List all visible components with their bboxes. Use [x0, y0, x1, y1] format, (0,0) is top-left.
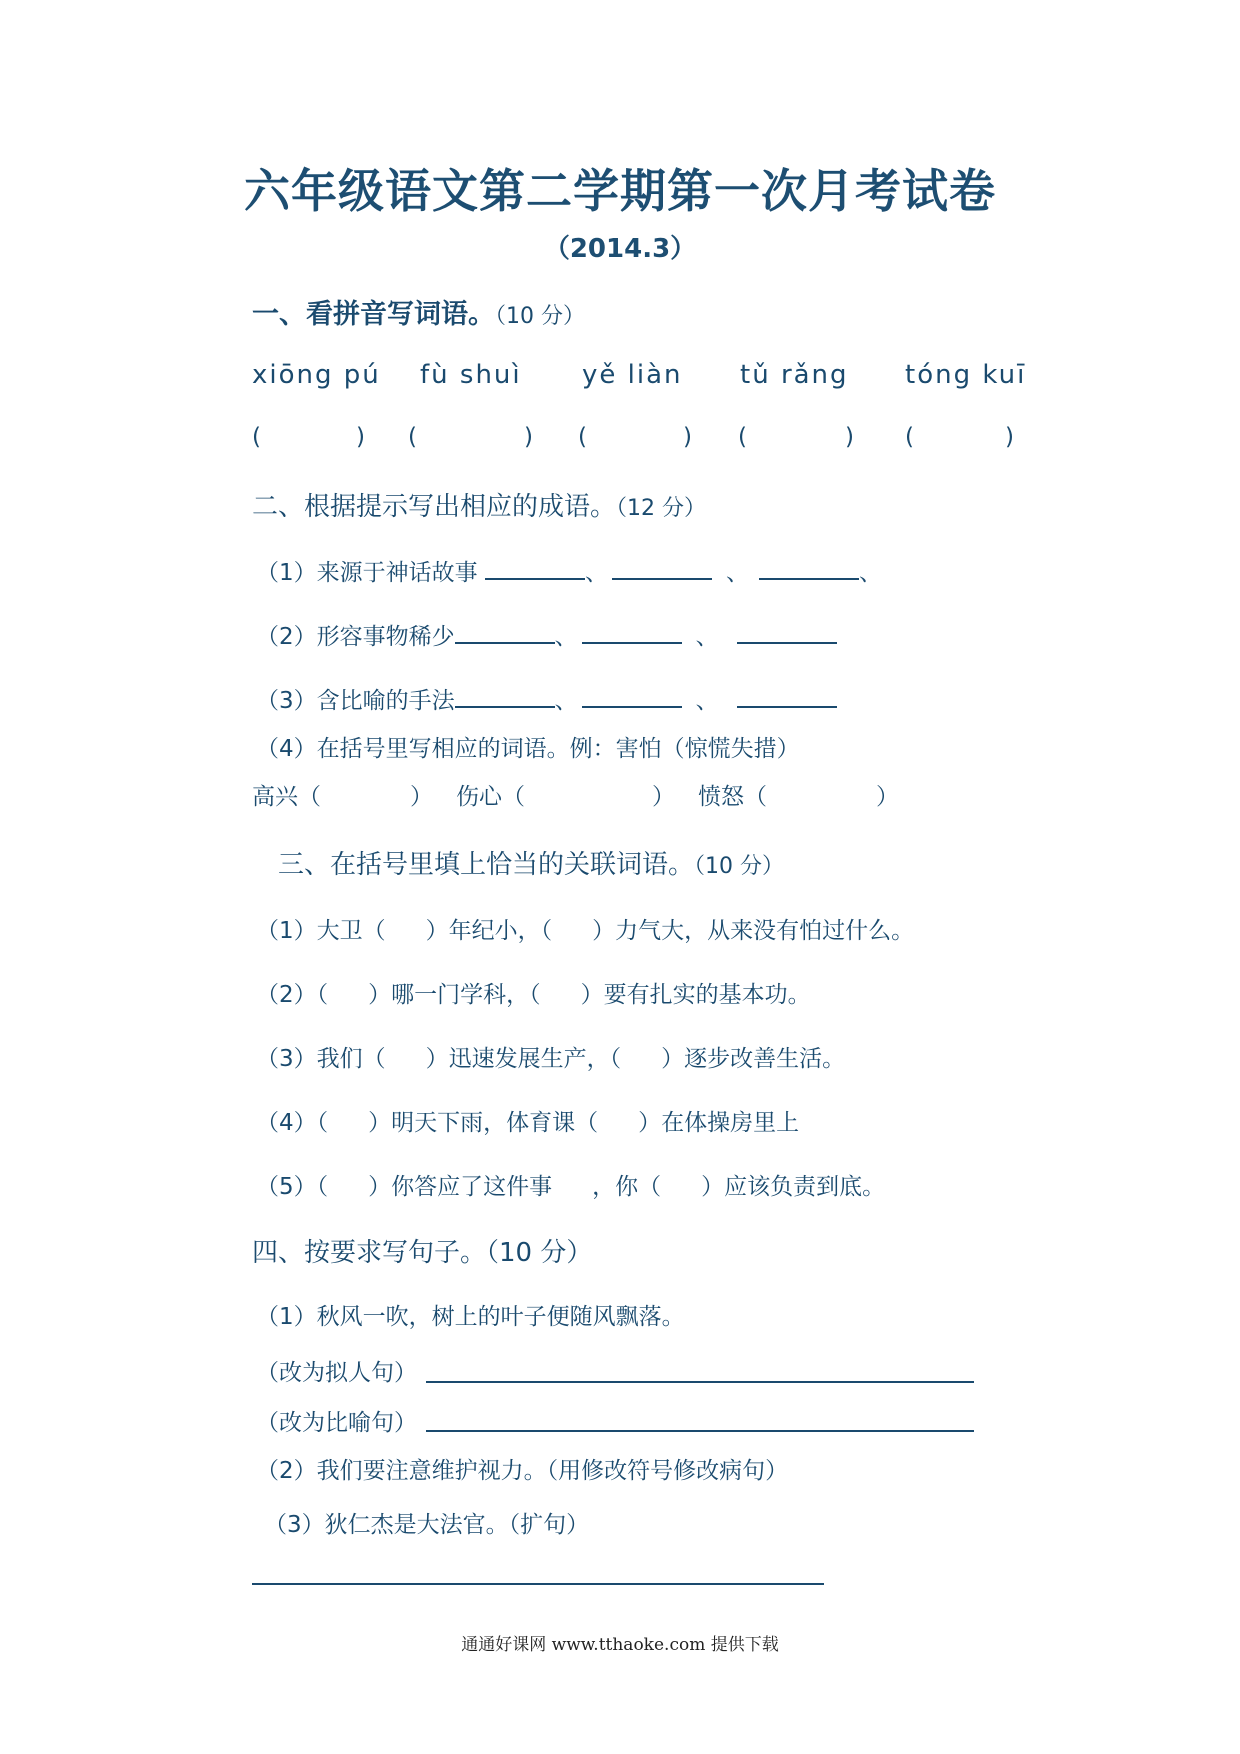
- s4-q1-label-simile: （改为比喻句）: [256, 1410, 417, 1436]
- answer-box-5-close: ): [1005, 424, 1014, 450]
- s4-q1-answer-line-2[interactable]: [426, 1430, 974, 1432]
- s4-q1-label-personification: （改为拟人句）: [256, 1360, 417, 1386]
- answer-box-4-close: ): [845, 424, 854, 450]
- s2-q4-word-1-close[interactable]: ）: [410, 784, 433, 810]
- section-3-heading: [278, 844, 784, 881]
- s3-q3-part-c: ）逐步改善生活。: [661, 1046, 846, 1072]
- s2-q4-word-3: 愤怒（: [698, 784, 767, 810]
- word-shangxin: 伤心: [456, 784, 502, 810]
- section-2-title: 二、根据提示写出相应的成语。: [252, 492, 617, 522]
- s3-q1-part-a: （1）大卫（: [256, 918, 386, 944]
- s4-question-2: （2）我们要注意维护视力。（用修改符号修改病句）: [256, 1458, 789, 1484]
- s2-question-4: （4）在括号里写相应的词语。例：害怕（惊慌失措）: [256, 736, 800, 762]
- s2-question-3: （3）含比喻的手法 、 、: [256, 682, 837, 715]
- word-gaoxing: 高兴: [252, 784, 298, 810]
- s3-question-1: [256, 912, 914, 945]
- answer-box-1[interactable]: (: [252, 424, 261, 450]
- answer-box-4[interactable]: (: [738, 424, 747, 450]
- page-title: 六年级语文第二学期第一次月考试卷: [244, 164, 996, 218]
- s2-q1-blank-1[interactable]: [485, 556, 585, 580]
- pinyin-3: yě liàn: [582, 360, 683, 390]
- word-fennu: 愤怒: [698, 784, 744, 810]
- s2-q2-text: （2）形容事物稀少: [256, 624, 455, 650]
- s3-q5-part-c: ，你（: [592, 1174, 662, 1200]
- answer-box-2-close: ): [524, 424, 533, 450]
- answer-box-1-close: ): [356, 424, 365, 450]
- s2-question-1: （1）来源于神话故事 、 、 、: [256, 554, 882, 587]
- section-3-title: 三、在括号里填上恰当的关联词语。: [278, 850, 695, 880]
- s2-q4-word-2: 伤心（: [456, 784, 525, 810]
- s2-q2-blank-2[interactable]: [582, 620, 682, 644]
- s2-q3-blank-2[interactable]: [582, 684, 682, 708]
- s3-question-2: [256, 976, 811, 1009]
- s4-question-1: （1）秋风一吹，树上的叶子便随风飘落。: [256, 1304, 685, 1330]
- s3-q5-part-d: ）应该负责到底。: [701, 1174, 886, 1200]
- s3-question-5: [256, 1168, 885, 1201]
- s3-q3-part-b: ）迅速发展生产，（: [425, 1046, 622, 1072]
- s2-question-2: （2）形容事物稀少 、 、: [256, 618, 837, 651]
- section-2-points: （12 分）: [616, 496, 707, 521]
- s3-q4-part-b: ）明天下雨，体育课（: [368, 1110, 599, 1136]
- s2-q3-blank-1[interactable]: [455, 684, 555, 708]
- s3-q3-part-a: （3）我们（: [256, 1046, 386, 1072]
- answer-box-3-close: ): [683, 424, 692, 450]
- pinyin-5: tóng kuī: [905, 360, 1027, 390]
- exam-date: （2014.3）: [543, 234, 697, 264]
- section-3-points: （10 分）: [694, 854, 785, 879]
- s2-q3-text: （3）含比喻的手法: [256, 688, 455, 714]
- s3-q1-part-c: ）力气大，从来没有怕过什么。: [592, 918, 915, 944]
- section-2-heading: [252, 486, 706, 523]
- section-1-title: 一、看拼音写词语。: [252, 299, 495, 330]
- s2-q3-blank-3[interactable]: [737, 684, 837, 708]
- s3-q2-part-a: （2）（: [256, 982, 329, 1008]
- section-1-points: （10 分）: [495, 304, 585, 329]
- pinyin-1: xiōng pú: [252, 360, 381, 390]
- s3-q4-part-a: （4）（: [256, 1110, 329, 1136]
- s3-q5-part-a: （5）（: [256, 1174, 329, 1200]
- s2-q1-text: （1）来源于神话故事: [256, 560, 478, 586]
- s3-q2-part-b: ）哪一门学科，（: [368, 982, 541, 1008]
- s2-q4-word-3-close[interactable]: ）: [876, 784, 899, 810]
- section-1-heading: [252, 292, 585, 331]
- section-4-heading: 四、按要求写句子。（10 分）: [252, 1238, 593, 1268]
- s4-q3-answer-line[interactable]: [252, 1583, 824, 1585]
- s3-q2-part-c: ）要有扎实的基本功。: [580, 982, 811, 1008]
- pinyin-4: tǔ rǎng: [740, 360, 849, 390]
- s2-q4-word-2-close[interactable]: ）: [652, 784, 675, 810]
- answer-box-2[interactable]: (: [408, 424, 417, 450]
- s2-q2-blank-1[interactable]: [455, 620, 555, 644]
- s2-q2-blank-3[interactable]: [737, 620, 837, 644]
- s3-question-3: [256, 1040, 845, 1073]
- s4-q1-answer-line-1[interactable]: [426, 1381, 974, 1383]
- s3-q5-part-b: ）你答应了这件事: [368, 1174, 553, 1200]
- pinyin-2: fù shuì: [420, 360, 522, 390]
- answer-box-5[interactable]: (: [905, 424, 914, 450]
- answer-box-3[interactable]: (: [578, 424, 587, 450]
- s2-q4-word-1: 高兴（: [252, 784, 321, 810]
- footer-credit: 通通好课网 www.tthaoke.com 提供下载: [461, 1635, 779, 1655]
- s3-q1-part-b: ）年纪小，（: [425, 918, 553, 944]
- s4-question-3: （3）狄仁杰是大法官。（扩句）: [264, 1512, 590, 1538]
- s3-question-4: [256, 1104, 799, 1137]
- s3-q4-part-c: ）在体操房里上: [638, 1110, 800, 1136]
- s2-q1-blank-3[interactable]: [759, 556, 859, 580]
- s2-q1-blank-2[interactable]: [612, 556, 712, 580]
